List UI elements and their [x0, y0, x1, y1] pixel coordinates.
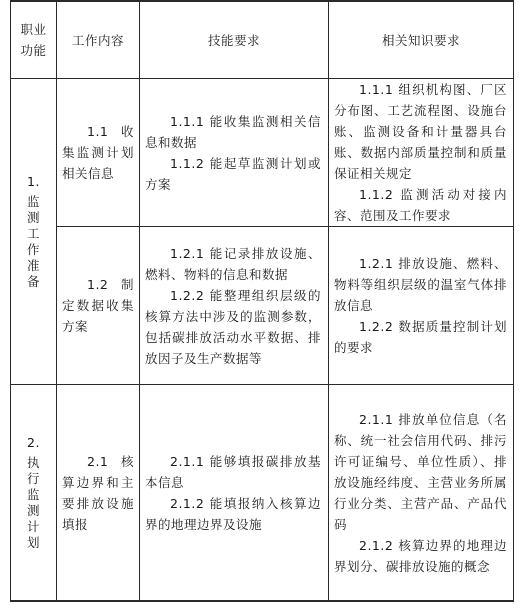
col-divider-3 — [328, 0, 329, 602]
section-1-number: 1. — [27, 173, 40, 189]
table-right-border — [513, 0, 514, 602]
section-2-char: 监 — [26, 486, 40, 502]
knowledge-text: 1.2.1 排放设施、燃料、物料等组织层级的温室气体排放信息 — [334, 256, 507, 313]
skill-text: 2.1.2 能填报纳入核算边界的地理边界及设施 — [145, 495, 321, 532]
row-2-1-knowledge — [330, 385, 512, 600]
skill-text: 1.1.2 能起草监测计划或方案 — [145, 155, 321, 192]
col-divider-2 — [139, 0, 140, 602]
table-bottom-border — [10, 600, 514, 602]
knowledge-text: 2.1.1 排放单位信息（名称、统一社会信用代码、排污许可证编号、单位性质）、排放设施经纬度、主营业务所属行业分类、主营产品、产品代码 — [334, 411, 507, 532]
header-function-line2: 功能 — [20, 43, 47, 58]
col-divider-1 — [56, 0, 57, 602]
header-knowledge — [329, 2, 513, 78]
work-content-text: 1.1 收集监测计划相关信息 — [62, 124, 134, 181]
section-2-function — [11, 385, 56, 600]
section-1-char: 工 — [26, 225, 40, 241]
skill-text: 2.1.1 能够填报碳排放基本信息 — [145, 453, 321, 490]
row-1-1-work — [58, 79, 138, 226]
section-2-char: 测 — [26, 502, 40, 518]
header-skills — [140, 2, 328, 78]
knowledge-text: 2.1.2 核算边界的地理边界划分、碳排放设施的概念 — [334, 537, 507, 574]
header-skills-label: 技能要求 — [207, 32, 260, 48]
section-2-char: 计 — [26, 518, 40, 534]
skill-text: 1.1.1 能收集监测相关信息和数据 — [145, 113, 321, 150]
row-2-1-skills — [141, 385, 327, 600]
header-work-content-label: 工作内容 — [71, 32, 124, 48]
row-1-2-knowledge — [330, 227, 512, 384]
section-2-char: 行 — [26, 470, 40, 486]
skill-text: 1.2.2 能整理组织层级的核算方法中涉及的监测参数，包括碳排放活动水平数据、排放因子及生产数据等 — [145, 287, 321, 366]
knowledge-text: 1.2.2 数据质量控制计划的要求 — [334, 319, 507, 355]
row-1-1-skills — [141, 79, 327, 226]
header-function-line1: 职业 — [20, 22, 47, 37]
row-1-2-work — [58, 227, 138, 384]
row-1-1-knowledge — [330, 79, 512, 226]
work-content-text: 2.1 核算边界和主要排放设施填报 — [62, 453, 134, 532]
section-1-char: 备 — [26, 273, 40, 289]
section-1-char: 作 — [26, 241, 40, 257]
section-1-char: 监 — [26, 193, 40, 209]
section-2-char: 执 — [26, 454, 40, 470]
header-function — [11, 2, 56, 78]
section-1-char: 测 — [26, 209, 40, 225]
skill-text: 1.2.1 能记录排放设施、燃料、物料的信息和数据 — [145, 245, 321, 282]
section-1-char: 准 — [26, 257, 40, 273]
row-2-1-work — [58, 385, 138, 600]
section-2-number: 2. — [27, 434, 40, 450]
section-1-function — [11, 79, 56, 384]
row-1-2-skills — [141, 227, 327, 384]
knowledge-text: 1.1.1 组织机构图、厂区分布图、工艺流程图、设施台账、监测设备和计量器具台账、数据内部质量控制和质量保证相关规定 — [334, 82, 507, 181]
work-content-text: 1.2 制定数据收集方案 — [62, 277, 134, 334]
knowledge-text: 1.1.2 监测活动对接内容、范围及工作要求 — [334, 187, 507, 223]
header-knowledge-label: 相关知识要求 — [381, 32, 460, 48]
header-work-content — [57, 2, 139, 78]
section-2-char: 划 — [26, 534, 40, 550]
